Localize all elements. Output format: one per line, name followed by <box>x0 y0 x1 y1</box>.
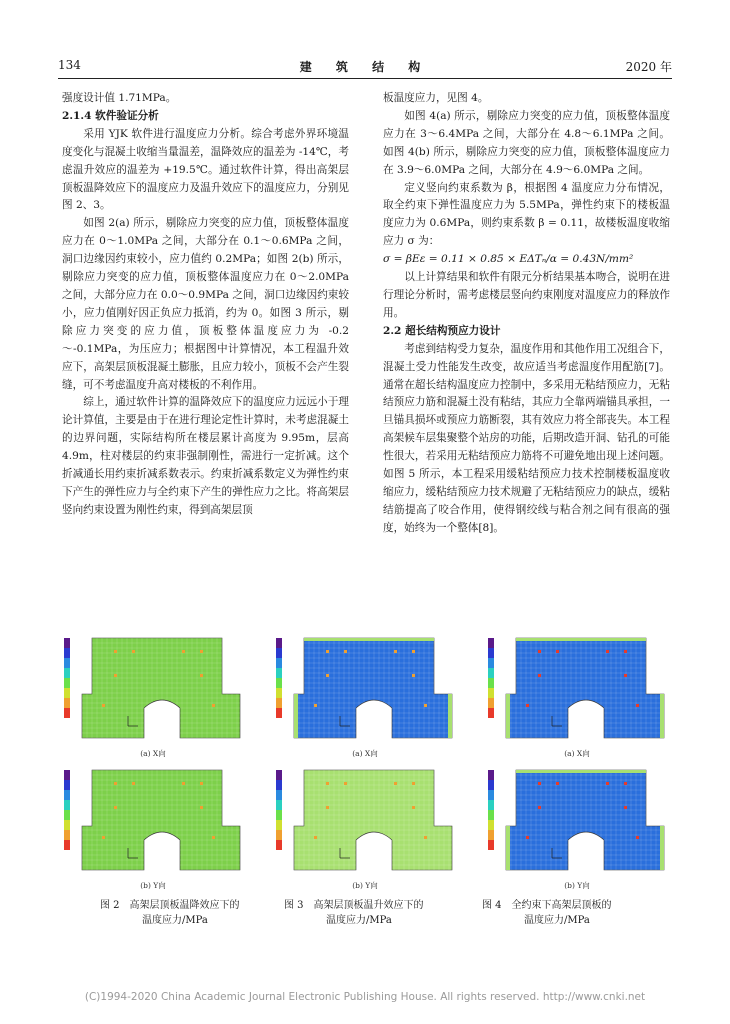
right-text-column <box>383 90 670 538</box>
caption-line: 全约束下高架层顶板的 <box>511 900 612 911</box>
journal-title: 建 筑 结 构 <box>299 60 431 74</box>
figure-caption <box>100 898 300 928</box>
paragraph: 强度设计值 1.71MPa。 <box>62 92 177 104</box>
section-heading: 2.1.4 软件验证分析 <box>62 109 159 122</box>
subfigure-label: (a) X向 <box>564 749 590 758</box>
paragraph: 板温度应力，见图 4。 <box>383 92 489 104</box>
paragraph: 如图 4(a) 所示，剔除应力突变的应力值，顶板整体温度应力在 3～6.4MPa 之间，大部分在 4.8～6.1MPa 之间。如图 4(b) 所示，剔除应力突变的应力值，顶板整体温度应力在 3.9～6.0MPa 之间，大部分在 4.9～6.0MPa 之间。 <box>383 109 670 176</box>
paragraph: 以上计算结果和软件有限元分析结果基本吻合，说明在进行理论分析时，需考虑楼层竖向约束刚度对温度应力的释放作用。 <box>383 271 670 319</box>
subfigure-label: (b) Y向 <box>352 881 378 890</box>
header-rule <box>58 78 672 79</box>
figure-number: 图 4 <box>482 900 502 911</box>
figure-number: 图 3 <box>284 900 304 911</box>
paragraph: 采用 YJK 软件进行温度应力分析。综合考虑外界环境温度变化与混凝土收缩当量温差，温降效应的温差为 -14℃，考虑温升效应的温差为 +19.5℃。通过软件计算，得出高架层顶板温降效应下的温度应力及温升效应下的温度应力，分别见图 2、3。 <box>62 127 349 212</box>
caption-line: 温度应力/MPa <box>142 915 208 926</box>
paragraph: 考虑到结构受力复杂，温度作用和其他作用工况组合下，混凝土受力性能发生改变，故应适当考虑温度作用配筋[7]。通常在超长结构温度应力控制中，多采用无粘结预应力，无粘结预应力筋和混凝土没有粘结，其应力全靠两端锚具承担，一旦锚具损坏或预应力筋断裂，其有效应力将全部丧失。本工程高架候车层集聚整个站房的功能，后期改造开洞、钻孔的可能性很大，若采用无粘结预应力筋将不可避免地出现上述问题。如图 5 所示，本工程采用缓粘结预应力技术控制楼板温度收缩应力，缓粘结预应力技术规避了无粘结预应力的缺点，缓粘结筋提高了咬合作用，使得钢绞线与粘合剂之间有很高的强度，始终为一个整体[8]。 <box>383 342 670 534</box>
subfigure-label: (a) X向 <box>352 749 378 758</box>
subfigure-label: (b) Y向 <box>564 881 590 890</box>
caption-line: 高架层顶板温降效应下的 <box>129 900 240 911</box>
stress-contour-plot <box>486 634 668 756</box>
section-heading: 2.2 超长结构预应力设计 <box>383 324 501 337</box>
subfigure-label: (b) Y向 <box>140 881 166 890</box>
stress-contour-plot <box>274 634 456 756</box>
equation: σ = βEε = 0.11 × 0.85 × EΔTₙ/α = 0.43N/mm² <box>383 253 634 266</box>
figure-area <box>62 634 668 892</box>
figure-number: 图 2 <box>100 900 120 911</box>
copyright-footer: (C)1994-2020 China Academic Journal Electronic Publishing House. All rights reserved. http://www.cnki.net <box>84 991 646 1003</box>
stress-contour-plot <box>62 766 244 888</box>
paragraph: 综上，通过软件计算的温降效应下的温度应力远远小于理论计算值，主要是由于在进行理论定性计算时，未考虑混凝土的边界问题，实际结构所在楼层累计高度为 9.95m，层高 4.9m，柱对楼层的约束非强制刚性，需进行一定折减。这个折减通长用约束折减系数表示。约束折减系数定义为弹性约束下产生的弹性应力与全约束下产生的弹性应力之比。将高架层竖向约束设置为刚性约束，得到高架层顶 <box>62 396 349 516</box>
journal-year: 2020 年 <box>625 60 672 74</box>
caption-line: 温度应力/MPa <box>326 915 392 926</box>
paragraph: 如图 2(a) 所示，剔除应力突变的应力值，顶板整体温度应力在 0～1.0MPa 之间，大部分在 0.1～0.6MPa 之间，洞口边缘因约束较小，应力值约 0.2MPa；如图 2(b) 所示，剔除应力突变的应力值，顶板整体温度应力在 0～2.0MPa 之间，大部分应力在 0.0～0.9MPa 之间，洞口边缘因约束较小，应力值刚好因正负应力抵消，约为 0。如图 3 所示，剔除应力突变的应力值，顶板整体温度应力为 -0.2～-0.1MPa，为压应力；根据图中计算情况，本工程温升效应下，高架层顶板混凝土膨胀，且应力较小，顶板不会产生裂缝，可不考虑温度升高对楼板的不利作用。 <box>62 217 349 391</box>
stress-contour-plot <box>486 766 668 888</box>
subfigure-label: (a) X向 <box>140 749 166 758</box>
caption-line: 高架层顶板温升效应下的 <box>313 900 424 911</box>
stress-contour-plot <box>274 766 456 888</box>
paragraph: 定义竖向约束系数为 β，根据图 4 温度应力分布情况，取全约束下弹性温度应力为 5.5MPa，弹性约束下的楼板温度应力为 0.6MPa，则约束系数 β = 0.11，故楼板温度收缩应力 σ 为： <box>383 181 670 248</box>
stress-contour-plot <box>62 634 244 756</box>
figure-caption <box>482 898 682 928</box>
figure-caption <box>284 898 484 928</box>
page-number: 134 <box>58 58 81 72</box>
caption-line: 温度应力/MPa <box>524 915 590 926</box>
running-header <box>58 58 672 76</box>
left-text-column <box>62 90 349 520</box>
figure-captions <box>62 898 668 932</box>
